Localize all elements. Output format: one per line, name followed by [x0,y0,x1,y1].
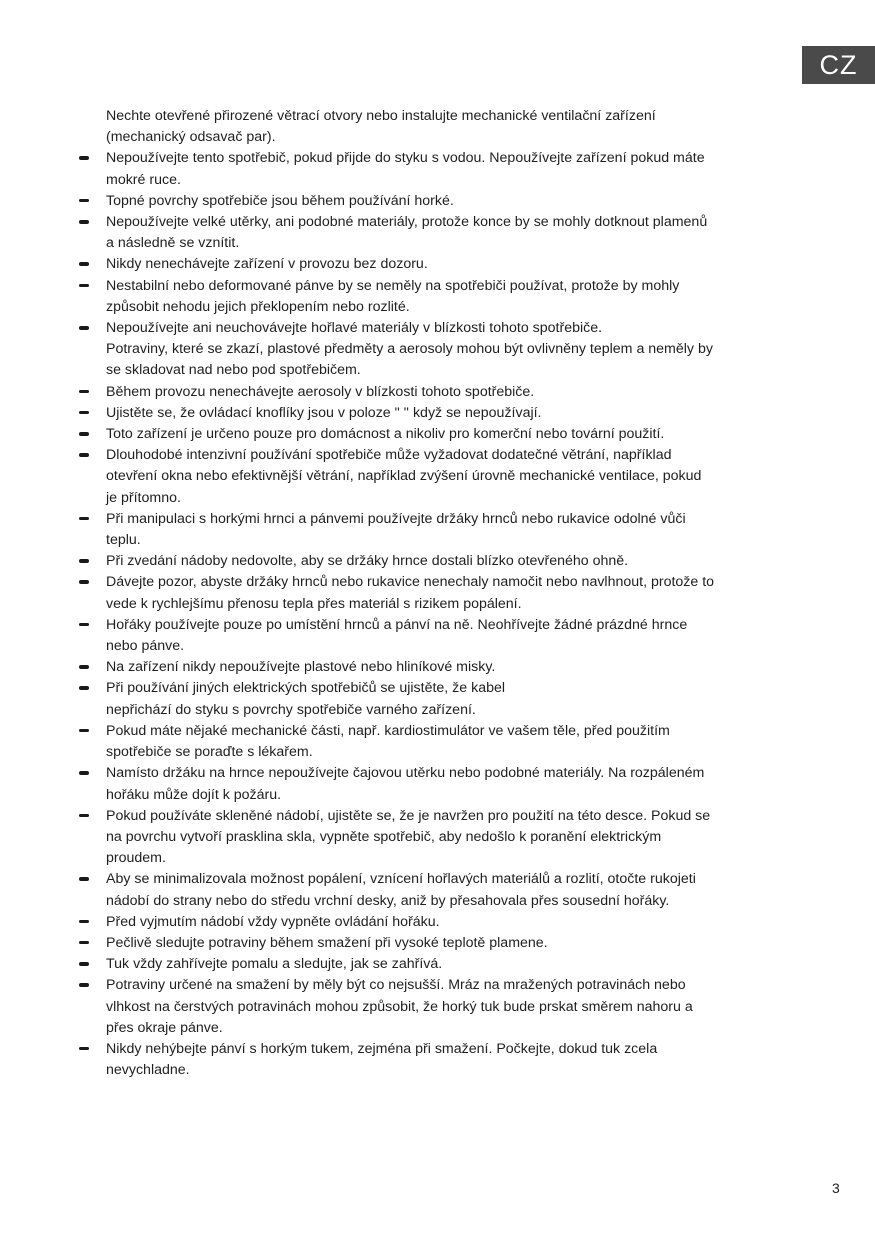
list-item-line: Tuk vždy zahřívejte pomalu a sledujte, jak se zahřívá. [106,956,443,973]
list-item [76,933,776,954]
list-item-line: mokré ruce. [106,171,181,188]
list-item-line: vlhkost na čerstvých potravinách mohou způsobit, že horký tuk bude prskat směrem nahoru a [106,998,693,1015]
list-item-text [106,382,776,403]
list-item-line: teplu. [106,532,141,549]
list-item [76,509,776,551]
list-item-line: Nestabilní nebo deformované pánve by se neměly na spotřebiči používat, protože by mohly [106,277,680,294]
list-item-text [106,657,776,678]
bullet-list [76,148,776,1081]
list-item [76,403,776,424]
list-item-line: Toto zařízení je určeno pouze pro domácnost a nikoliv pro komerční nebo tovární použití. [106,426,665,443]
list-item [76,424,776,445]
list-item [76,212,776,254]
list-item-line: se skladovat nad nebo pod spotřebičem. [106,362,361,379]
list-item [76,806,776,870]
bullet-dash-icon [76,445,106,466]
page-number: 3 [832,1180,840,1196]
bullet-dash-icon [76,318,106,339]
list-item-text [106,403,776,424]
bullet-dash-icon [76,933,106,954]
list-item-line: způsobit nehodu jejich překlopením nebo rozlité. [106,298,410,315]
list-item-line: Aby se minimalizovala možnost popálení, vznícení hořlavých materiálů a rozlití, otočte rukojeti [106,871,696,888]
list-item [76,1039,776,1081]
list-item-line: nepřichází do styku s povrchy spotřebiče varného zařízení. [106,701,476,718]
list-item-line: je přítomno. [106,489,181,506]
bullet-dash-icon [76,191,106,212]
bullet-dash-icon [76,806,106,827]
list-item-text [106,191,776,212]
list-item-line: Pokud používáte skleněné nádobí, ujistěte se, že je navržen pro použití na této desce. Pokud se [106,807,711,824]
bullet-dash-icon [76,763,106,784]
list-item-line: Potraviny, které se zkazí, plastové předměty a aerosoly mohou být ovlivněny teplem a neměly by [106,341,713,358]
list-item-text [106,318,776,382]
bullet-dash-icon [76,148,106,169]
list-item-line: Hořáky používejte pouze po umístění hrnců a pánví na ně. Neohřívejte žádné prázdné hrnce [106,616,688,633]
list-item-line: na povrchu vytvoří prasklina skla, vypněte spotřebič, aby nedošlo k poranění elektrickým [106,828,662,845]
list-item-text [106,572,776,614]
bullet-dash-icon [76,912,106,933]
list-item [76,678,776,720]
bullet-dash-icon [76,678,106,699]
list-item-line: Nepoužívejte velké utěrky, ani podobné materiály, protože konce by se mohly dotknout plamenů [106,214,708,231]
list-item [76,551,776,572]
bullet-dash-icon [76,954,106,975]
safety-instructions [76,106,776,1081]
bullet-dash-icon [76,721,106,742]
bullet-dash-icon [76,276,106,297]
bullet-dash-icon [76,975,106,996]
bullet-dash-icon [76,403,106,424]
bullet-dash-icon [76,572,106,593]
list-item-line: Při zvedání nádoby nedovolte, aby se držáky hrnce dostali blízko otevřeného ohně. [106,553,629,570]
list-item [76,276,776,318]
bullet-dash-icon [76,1039,106,1060]
bullet-dash-icon [76,657,106,678]
list-item-line: Pečlivě sledujte potraviny během smažení při vysoké teplotě plamene. [106,934,548,951]
list-item [76,148,776,190]
list-item [76,615,776,657]
list-item-text [106,445,776,509]
bullet-dash-icon [76,212,106,233]
list-item-line: Dlouhodobé intenzivní používání spotřebiče může vyžadovat dodatečné větrání, například [106,447,672,464]
list-item [76,912,776,933]
list-item-text [106,254,776,275]
list-item-text [106,1039,776,1081]
list-item-line: Při manipulaci s horkými hrnci a pánvemi používejte držáky hrnců nebo rukavice odolné vůči [106,510,686,527]
bullet-dash-icon [76,869,106,890]
list-item-line: a následně se vznítit. [106,235,240,252]
list-item [76,657,776,678]
list-item-text [106,678,776,720]
list-item-line: Nikdy nehýbejte pánví s horkým tukem, zejména při smažení. Počkejte, dokud tuk zcela [106,1040,658,1057]
list-item-line: přes okraje pánve. [106,1019,223,1036]
list-item [76,191,776,212]
list-item-text [106,912,776,933]
list-item-line: Pokud máte nějaké mechanické části, např. kardiostimulátor ve vašem těle, před použitím [106,722,670,739]
list-item-text [106,869,776,911]
list-item-text [106,212,776,254]
list-item-line: Během provozu nenechávejte aerosoly v blízkosti tohoto spotřebiče. [106,383,535,400]
list-item-line: Nepoužívejte tento spotřebič, pokud přijde do styku s vodou. Nepoužívejte zařízení pokud máte [106,150,705,167]
list-item-line: Ujistěte se, že ovládací knoflíky jsou v poloze " '' když se nepoužívají. [106,404,542,421]
list-item [76,572,776,614]
list-item-line: nádobí do strany nebo do středu vrchní desky, aniž by přesahovala přes sousední hořáky. [106,892,670,909]
list-item-line: Topné povrchy spotřebiče jsou během používání horké. [106,192,454,209]
list-item-line: Nepoužívejte ani neuchovávejte hořlavé materiály v blízkosti tohoto spotřebiče. [106,320,603,337]
list-item-line: spotřebiče se poraďte s lékařem. [106,744,313,761]
list-item [76,954,776,975]
list-item [76,869,776,911]
list-item-text [106,276,776,318]
intro-paragraph [106,106,776,148]
list-item [76,445,776,509]
list-item [76,382,776,403]
bullet-dash-icon [76,382,106,403]
list-item-text [106,148,776,190]
list-item [76,975,776,1039]
list-item-line: Při používání jiných elektrických spotřebičů se ujistěte, že kabel [106,680,506,697]
list-item-line: nevychladne. [106,1062,190,1079]
list-item-line: Namísto držáku na hrnce nepoužívejte čajovou utěrku nebo podobné materiály. Na rozpáleném [106,765,705,782]
list-item-line: Před vyjmutím nádobí vždy vypněte ovládání hořáku. [106,913,440,930]
list-item-text [106,763,776,805]
bullet-dash-icon [76,509,106,530]
language-badge: CZ [802,46,875,84]
list-item [76,318,776,382]
list-item-text [106,954,776,975]
bullet-dash-icon [76,254,106,275]
list-item-text [106,551,776,572]
list-item [76,721,776,763]
list-item-text [106,806,776,870]
list-item-line: Na zařízení nikdy nepoužívejte plastové nebo hliníkové misky. [106,659,496,676]
list-item [76,254,776,275]
list-item-text [106,975,776,1039]
list-item-line: hořáku může dojít k požáru. [106,786,282,803]
list-item-text [106,721,776,763]
bullet-dash-icon [76,615,106,636]
list-item-line: proudem. [106,850,166,867]
list-item-line: nebo pánve. [106,638,185,655]
intro-line: (mechanický odsavač par). [106,129,276,146]
list-item-line: vede k rychlejšímu přenosu tepla přes materiál s rizikem popálení. [106,595,522,612]
bullet-dash-icon [76,424,106,445]
list-item-text [106,424,776,445]
list-item-text [106,933,776,954]
list-item-line: Potraviny určené na smažení by měly být co nejsušší. Mráz na mražených potravinách nebo [106,977,686,994]
list-item-text [106,509,776,551]
bullet-dash-icon [76,551,106,572]
intro-line: Nechte otevřené přirozené větrací otvory nebo instalujte mechanické ventilační zařízení [106,108,656,124]
list-item-line: Nikdy nenechávejte zařízení v provozu bez dozoru. [106,256,428,273]
list-item-text [106,615,776,657]
list-item [76,763,776,805]
list-item-line: otevření okna nebo efektivnější větrání, například zvýšení úrovně mechanické ventilace, pokud [106,468,702,485]
list-item-line: Dávejte pozor, abyste držáky hrnců nebo rukavice nenechaly namočit nebo navlhnout, protože to [106,574,715,591]
